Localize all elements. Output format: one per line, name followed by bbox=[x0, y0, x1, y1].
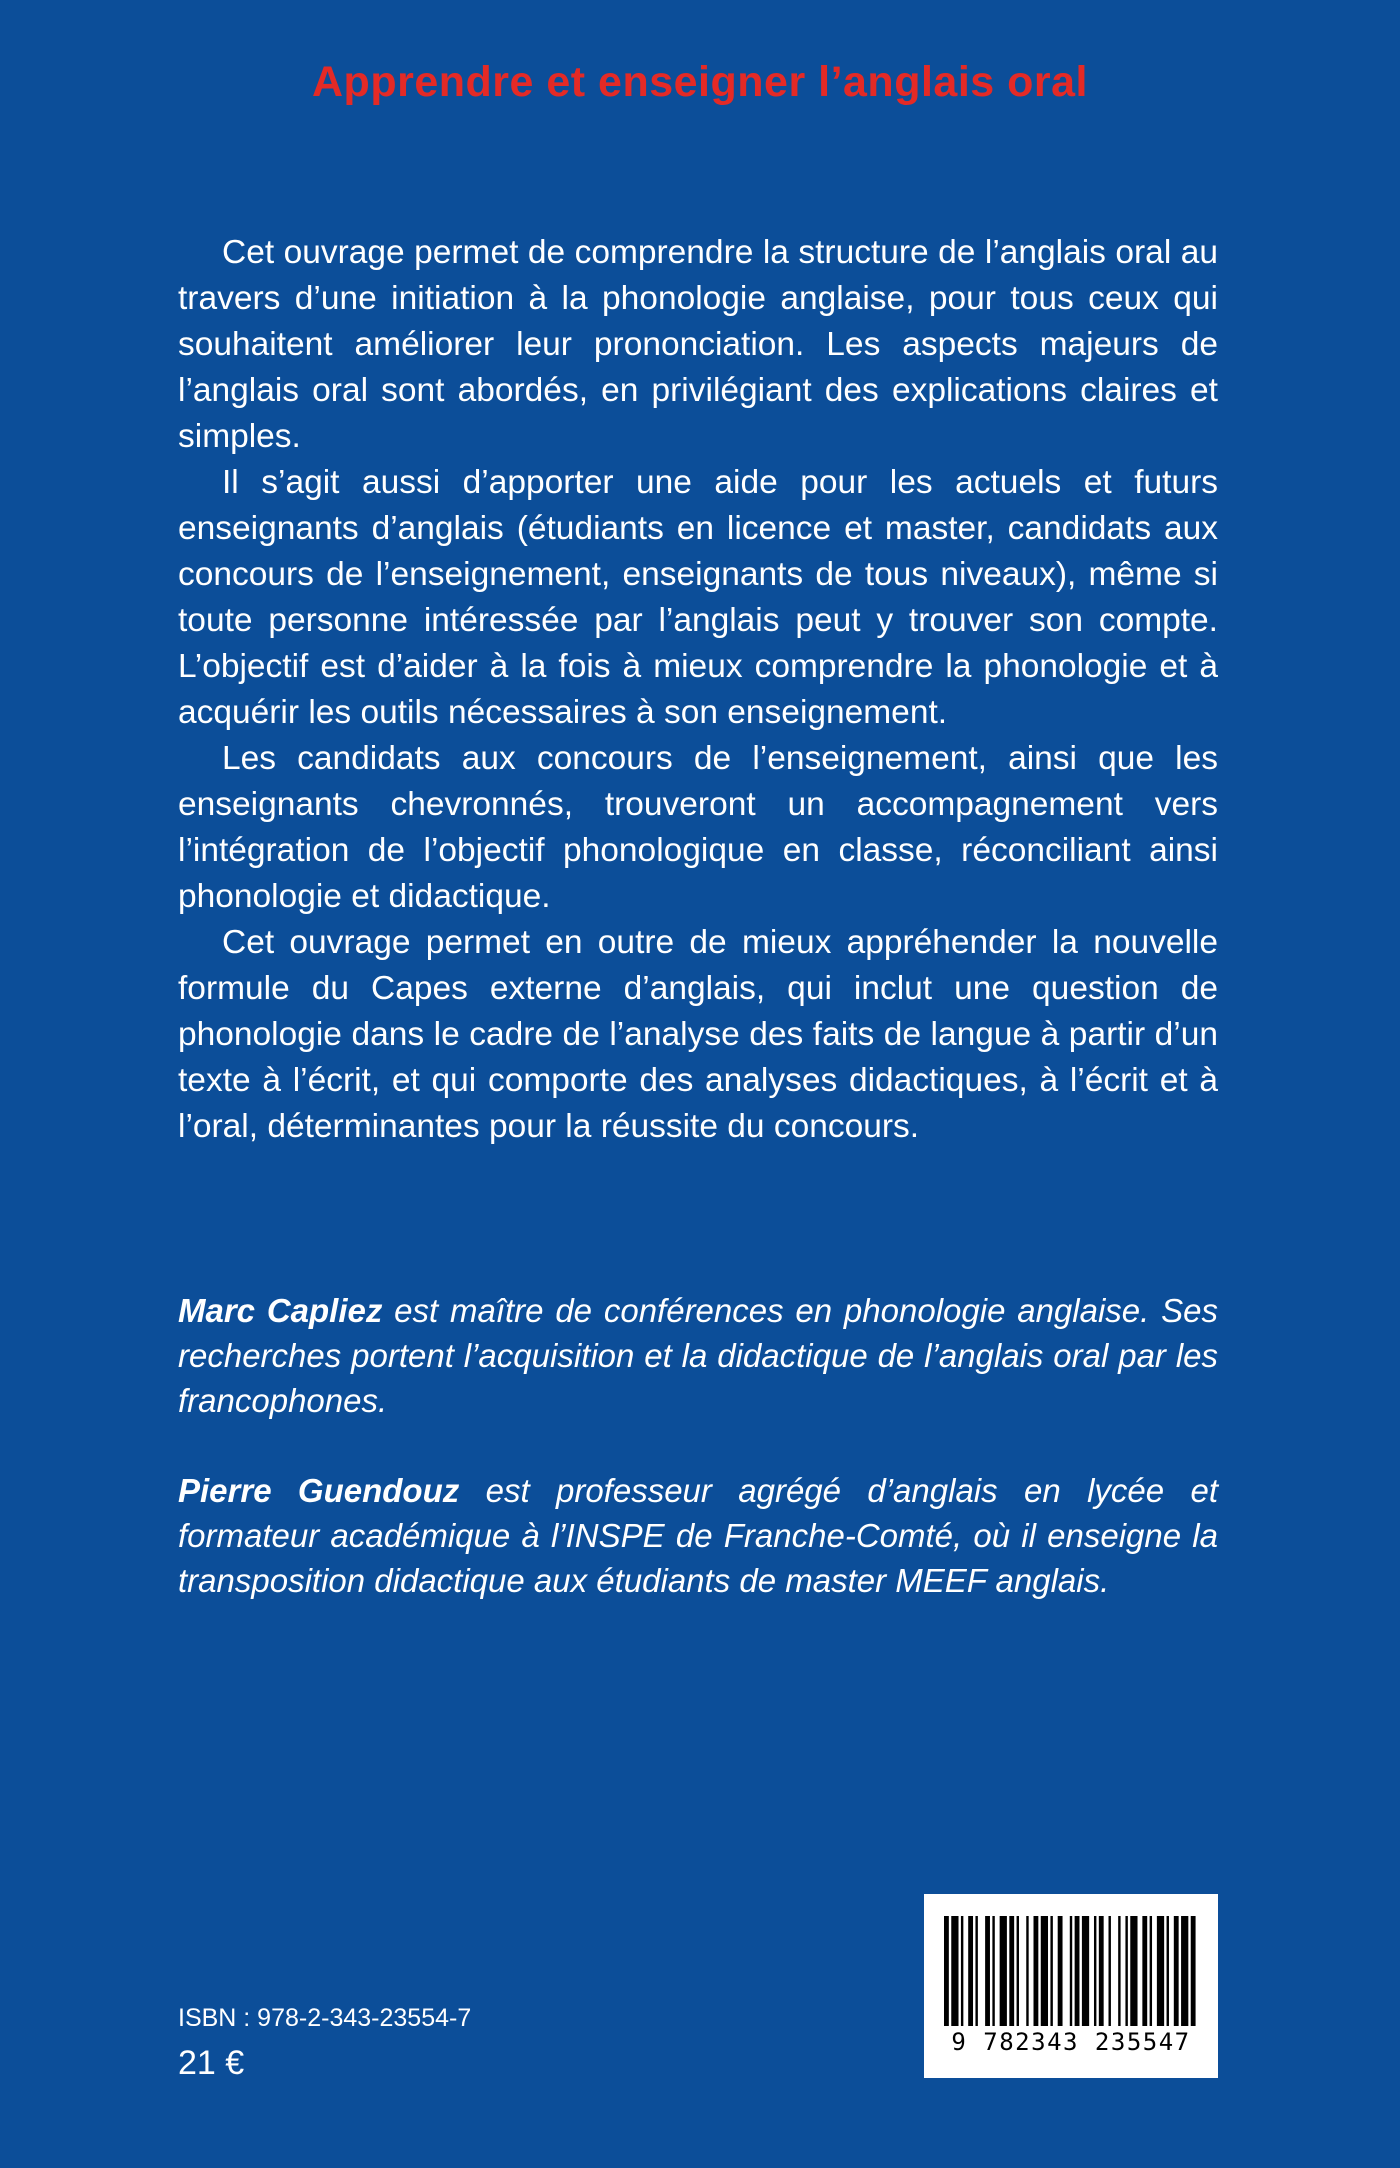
barcode-bar bbox=[1026, 1916, 1028, 2026]
isbn-label: ISBN : 978-2-343-23554-7 bbox=[178, 2004, 472, 2032]
book-title: Apprendre et enseigner l’anglais oral bbox=[312, 58, 1088, 106]
barcode-bar bbox=[1150, 1916, 1152, 2026]
barcode-bar bbox=[1130, 1916, 1137, 2026]
barcode-bar bbox=[961, 1916, 963, 2026]
barcode-bar bbox=[1174, 1916, 1179, 2026]
author-name-2: Pierre Guendouz bbox=[178, 1472, 460, 1509]
barcode-bar bbox=[992, 1916, 994, 2026]
author-name-1: Marc Capliez bbox=[178, 1292, 383, 1329]
barcode-bar bbox=[1157, 1916, 1164, 2026]
barcode-bar bbox=[944, 1916, 949, 2026]
barcode-bar bbox=[1034, 1916, 1039, 2026]
barcode-bar bbox=[1167, 1916, 1169, 2026]
barcode-bar bbox=[1000, 1916, 1007, 2026]
barcode-bar bbox=[1125, 1916, 1127, 2026]
barcode-bar bbox=[1099, 1916, 1104, 2026]
blurb-paragraph-1: Cet ouvrage permet de comprendre la structure de l’anglais oral au travers d’une initiation à la phonologie anglaise, pour tous ceux qui souhaitent améliorer leur prononciation. Les aspects majeurs de l’anglais oral sont abordés, en privilégiant des explications claires et simples. bbox=[178, 234, 1218, 455]
barcode-bar bbox=[1082, 1916, 1089, 2026]
author-bio-2 bbox=[178, 1468, 1218, 1603]
barcode-bar bbox=[985, 1916, 990, 2026]
barcode-bar bbox=[1109, 1916, 1111, 2026]
barcode-bar bbox=[1041, 1916, 1048, 2026]
barcode-bar bbox=[1009, 1916, 1014, 2026]
barcode-bar bbox=[1094, 1916, 1096, 2026]
barcode-bar bbox=[1118, 1916, 1120, 2026]
author-bio-1 bbox=[178, 1288, 1218, 1423]
blurb-paragraph-3: Les candidats aux concours de l’enseignement, ainsi que les enseignants chevronnés, trouveront un accompagnement vers l’intégration de l’objectif phonologique en classe, réconciliant ainsi phonologie et didactique. bbox=[178, 740, 1218, 915]
price-label: 21 € bbox=[178, 2044, 245, 2082]
author-text-1: est maître de conférences en phonologie anglaise. Ses recherches portent l’acquisition et la didactique de l’anglais oral par les francophones. bbox=[178, 1292, 1218, 1419]
author-bios bbox=[178, 1288, 1218, 1648]
barcode-bar bbox=[975, 1916, 977, 2026]
blurb-paragraph-4: Cet ouvrage permet en outre de mieux appréhender la nouvelle formule du Capes externe d’anglais, qui inclut une question de phonologie dans le cadre de l’analyse des faits de langue à partir d’un texte à l’écrit, et qui comporte des analyses didactiques, à l’écrit et à l’oral, déterminantes pour la réussite du concours. bbox=[178, 924, 1218, 1145]
barcode-bar bbox=[1191, 1916, 1196, 2026]
barcode-digits: 9 782343 235547 bbox=[951, 2028, 1191, 2056]
barcode-bar bbox=[951, 1916, 958, 2026]
barcode-bar bbox=[1142, 1916, 1147, 2026]
barcode-bar bbox=[1181, 1916, 1188, 2026]
blurb bbox=[178, 230, 1218, 1150]
barcode-bar bbox=[1070, 1916, 1072, 2026]
blurb-paragraph-2: Il s’agit aussi d’apporter une aide pour les actuels et futurs enseignants d’anglais (étudiants en licence et master, candidats aux concours de l’enseignement, enseignants de tous niveaux), même si toute personne intéressée par l’anglais peut y trouver son compte. L’objectif est d’aider à la fois à mieux comprendre la phonologie et à acquérir les outils nécessaires à son enseignement. bbox=[178, 464, 1218, 731]
barcode-bar bbox=[1058, 1916, 1063, 2026]
barcode-bar bbox=[968, 1916, 973, 2026]
barcode-bars bbox=[944, 1916, 1198, 2026]
barcode-bar bbox=[1050, 1916, 1052, 2026]
barcode-bar bbox=[1017, 1916, 1019, 2026]
barcode-bar bbox=[1075, 1916, 1080, 2026]
barcode bbox=[924, 1894, 1218, 2078]
author-text-2: est professeur agrégé d’anglais en lycée et formateur académique à l’INSPE de Franche-Comté, où il enseigne la transposition didactique aux étudiants de master MEEF anglais. bbox=[178, 1472, 1218, 1599]
